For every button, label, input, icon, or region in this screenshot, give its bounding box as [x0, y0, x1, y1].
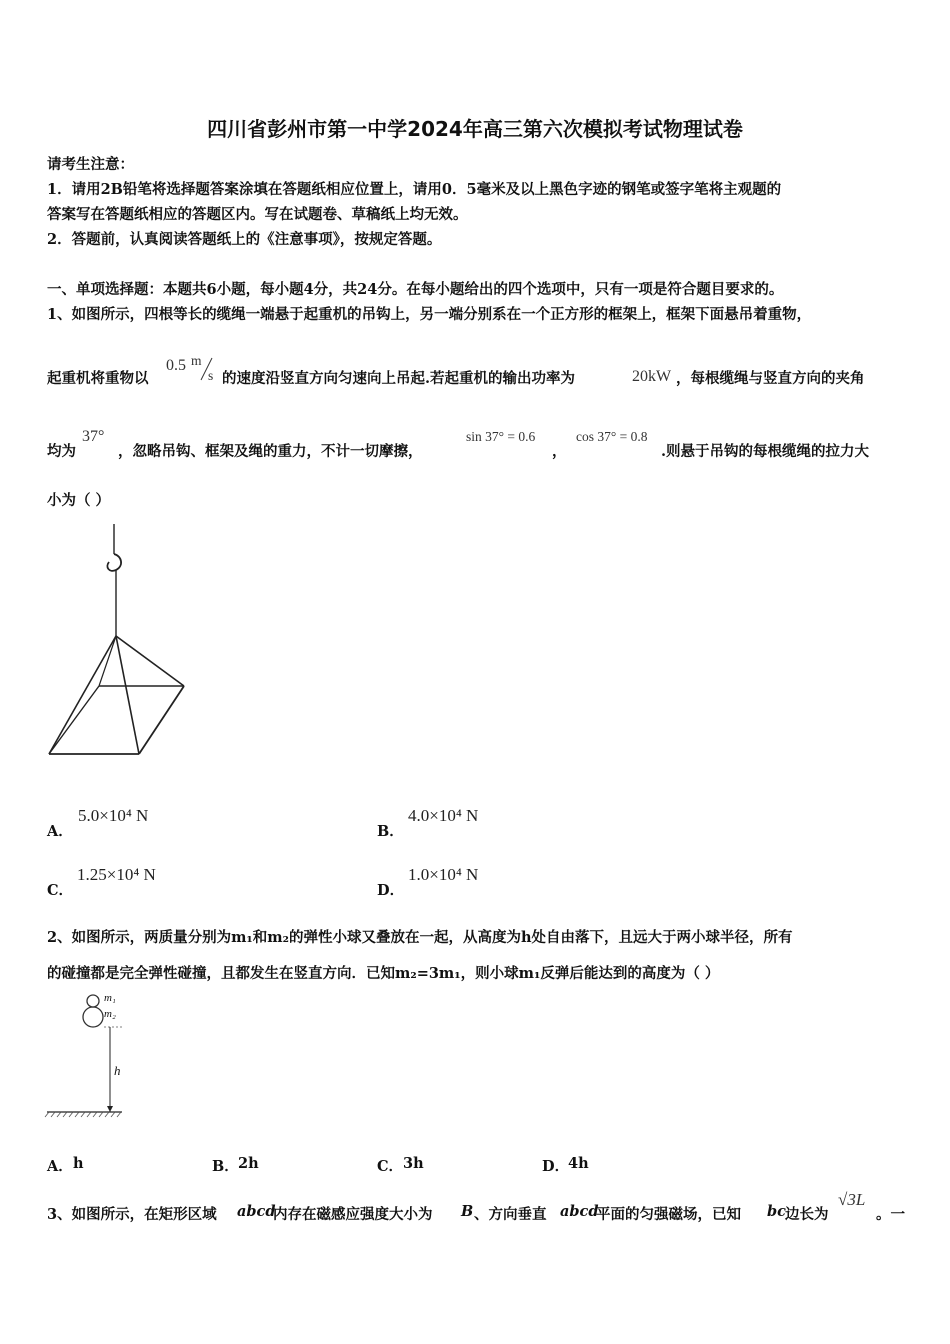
q3-side-bc: bc [767, 1203, 786, 1220]
q1-option-b-label: B． [377, 823, 404, 840]
q1-option-d-label: D． [377, 882, 405, 899]
q2-line-2: 的碰撞都是完全弹性碰撞，且都发生在竖直方向．已知m₂=3m₁，则小球m₁反弹后能达到的高度为（ ） [47, 965, 720, 982]
q1-comma: ， [552, 443, 567, 460]
q1-speed-unit-m: m [191, 353, 202, 368]
q3-line-1-a: 3、如图所示，在矩形区域 [47, 1206, 217, 1223]
q1-power: 20kW [632, 368, 672, 385]
ball-m2-icon [83, 1007, 103, 1027]
q2-fig-h: h [114, 1063, 121, 1078]
q1-line-3-b: ，忽略吊钩、框架及绳的重力，不计一切摩擦， [118, 443, 423, 460]
q1-cos-value: cos 37° = 0.8 [576, 429, 648, 444]
q3-abcd-1: abcd [237, 1203, 276, 1220]
q1-line-2-b: 的速度沿竖直方向匀速向上吊起.若起重机的输出功率为 [222, 370, 576, 387]
q2-line-1: 2、如图所示，两质量分别为m₁和m₂的弹性小球又叠放在一起，从高度为h处自由落下，且远大于两小球半径，所有 [47, 929, 793, 946]
q1-line-1: 1、如图所示，四根等长的缆绳一端悬于起重机的吊钩上，另一端分别系在一个正方形的框架上，框架下面悬吊着重物， [47, 306, 812, 323]
notice-line-3: 2．答题前，认真阅读答题纸上的《注意事项》，按规定答题。 [47, 231, 442, 248]
q1-option-a-label: A． [47, 823, 73, 840]
q2-option-d-label: D． [542, 1158, 570, 1175]
notice-line-2: 答案写在答题纸相应的答题区内。写在试题卷、草稿纸上均无效。 [47, 206, 468, 223]
q1-line-2-a: 起重机将重物以 [47, 370, 149, 387]
q2-option-c-value: 3h [403, 1155, 424, 1172]
q2-balls-figure [44, 990, 144, 1120]
q1-option-b-value: 4.0×10⁴ N [408, 806, 479, 825]
q2-option-b-value: 2h [238, 1155, 259, 1172]
q3-abcd-2: abcd [560, 1203, 599, 1220]
q2-option-c-label: C． [377, 1158, 404, 1175]
q3-line-1-f: 。一 [876, 1206, 905, 1223]
q3-line-1-b: 内存在磁感应强度大小为 [273, 1206, 433, 1223]
q1-line-3-c: .则悬于吊钩的每根缆绳的拉力大 [661, 443, 870, 460]
q2-option-d-value: 4h [568, 1155, 589, 1172]
q1-option-d-value: 1.0×10⁴ N [408, 865, 479, 884]
q1-crane-figure [44, 524, 194, 759]
q1-speed-unit-s: s [208, 368, 214, 383]
q3-line-1-c: 、方向垂直 [474, 1206, 547, 1223]
page-title: 四川省彭州市第一中学2024年高三第六次模拟考试物理试卷 [207, 117, 743, 141]
q1-option-c-value: 1.25×10⁴ N [77, 865, 156, 884]
ball-m1-icon [87, 995, 99, 1007]
q1-angle: 37° [82, 428, 105, 445]
q2-option-a-value: h [73, 1155, 84, 1172]
q1-speed-number: 0.5 [166, 357, 186, 374]
q2-fig-m1: m₁ [104, 992, 116, 1004]
notice-line-1: 1．请用2B铅笔将选择题答案涂填在答题纸相应位置上，请用0．5毫米及以上黑色字迹的钢笔或签字笔将主观题的 [47, 181, 782, 198]
q3-line-1-e: 边长为 [785, 1206, 829, 1223]
notice-heading: 请考生注意： [47, 156, 134, 173]
q2-fig-m2: m₂ [104, 1008, 116, 1020]
q1-line-3-a: 均为 [47, 443, 76, 460]
q3-line-1-d: 平面的匀强磁场，已知 [596, 1206, 741, 1223]
q1-sin-value: sin 37° = 0.6 [466, 429, 536, 444]
hook-icon [107, 554, 121, 571]
q2-option-a-label: A． [47, 1158, 73, 1175]
q1-line-2-c: ，每根缆绳与竖直方向的夹角 [676, 370, 865, 387]
q1-option-a-value: 5.0×10⁴ N [78, 806, 149, 825]
q3-length: √3L [838, 1190, 866, 1209]
q1-line-4: 小为（ ） [47, 492, 111, 509]
section-heading: 一、单项选择题：本题共6小题，每小题4分，共24分。在每小题给出的四个选项中，只有一项是符合题目要求的。 [47, 281, 784, 298]
q1-option-c-label: C． [47, 882, 74, 899]
q2-option-b-label: B． [212, 1158, 239, 1175]
q3-field-B: B [461, 1203, 474, 1220]
